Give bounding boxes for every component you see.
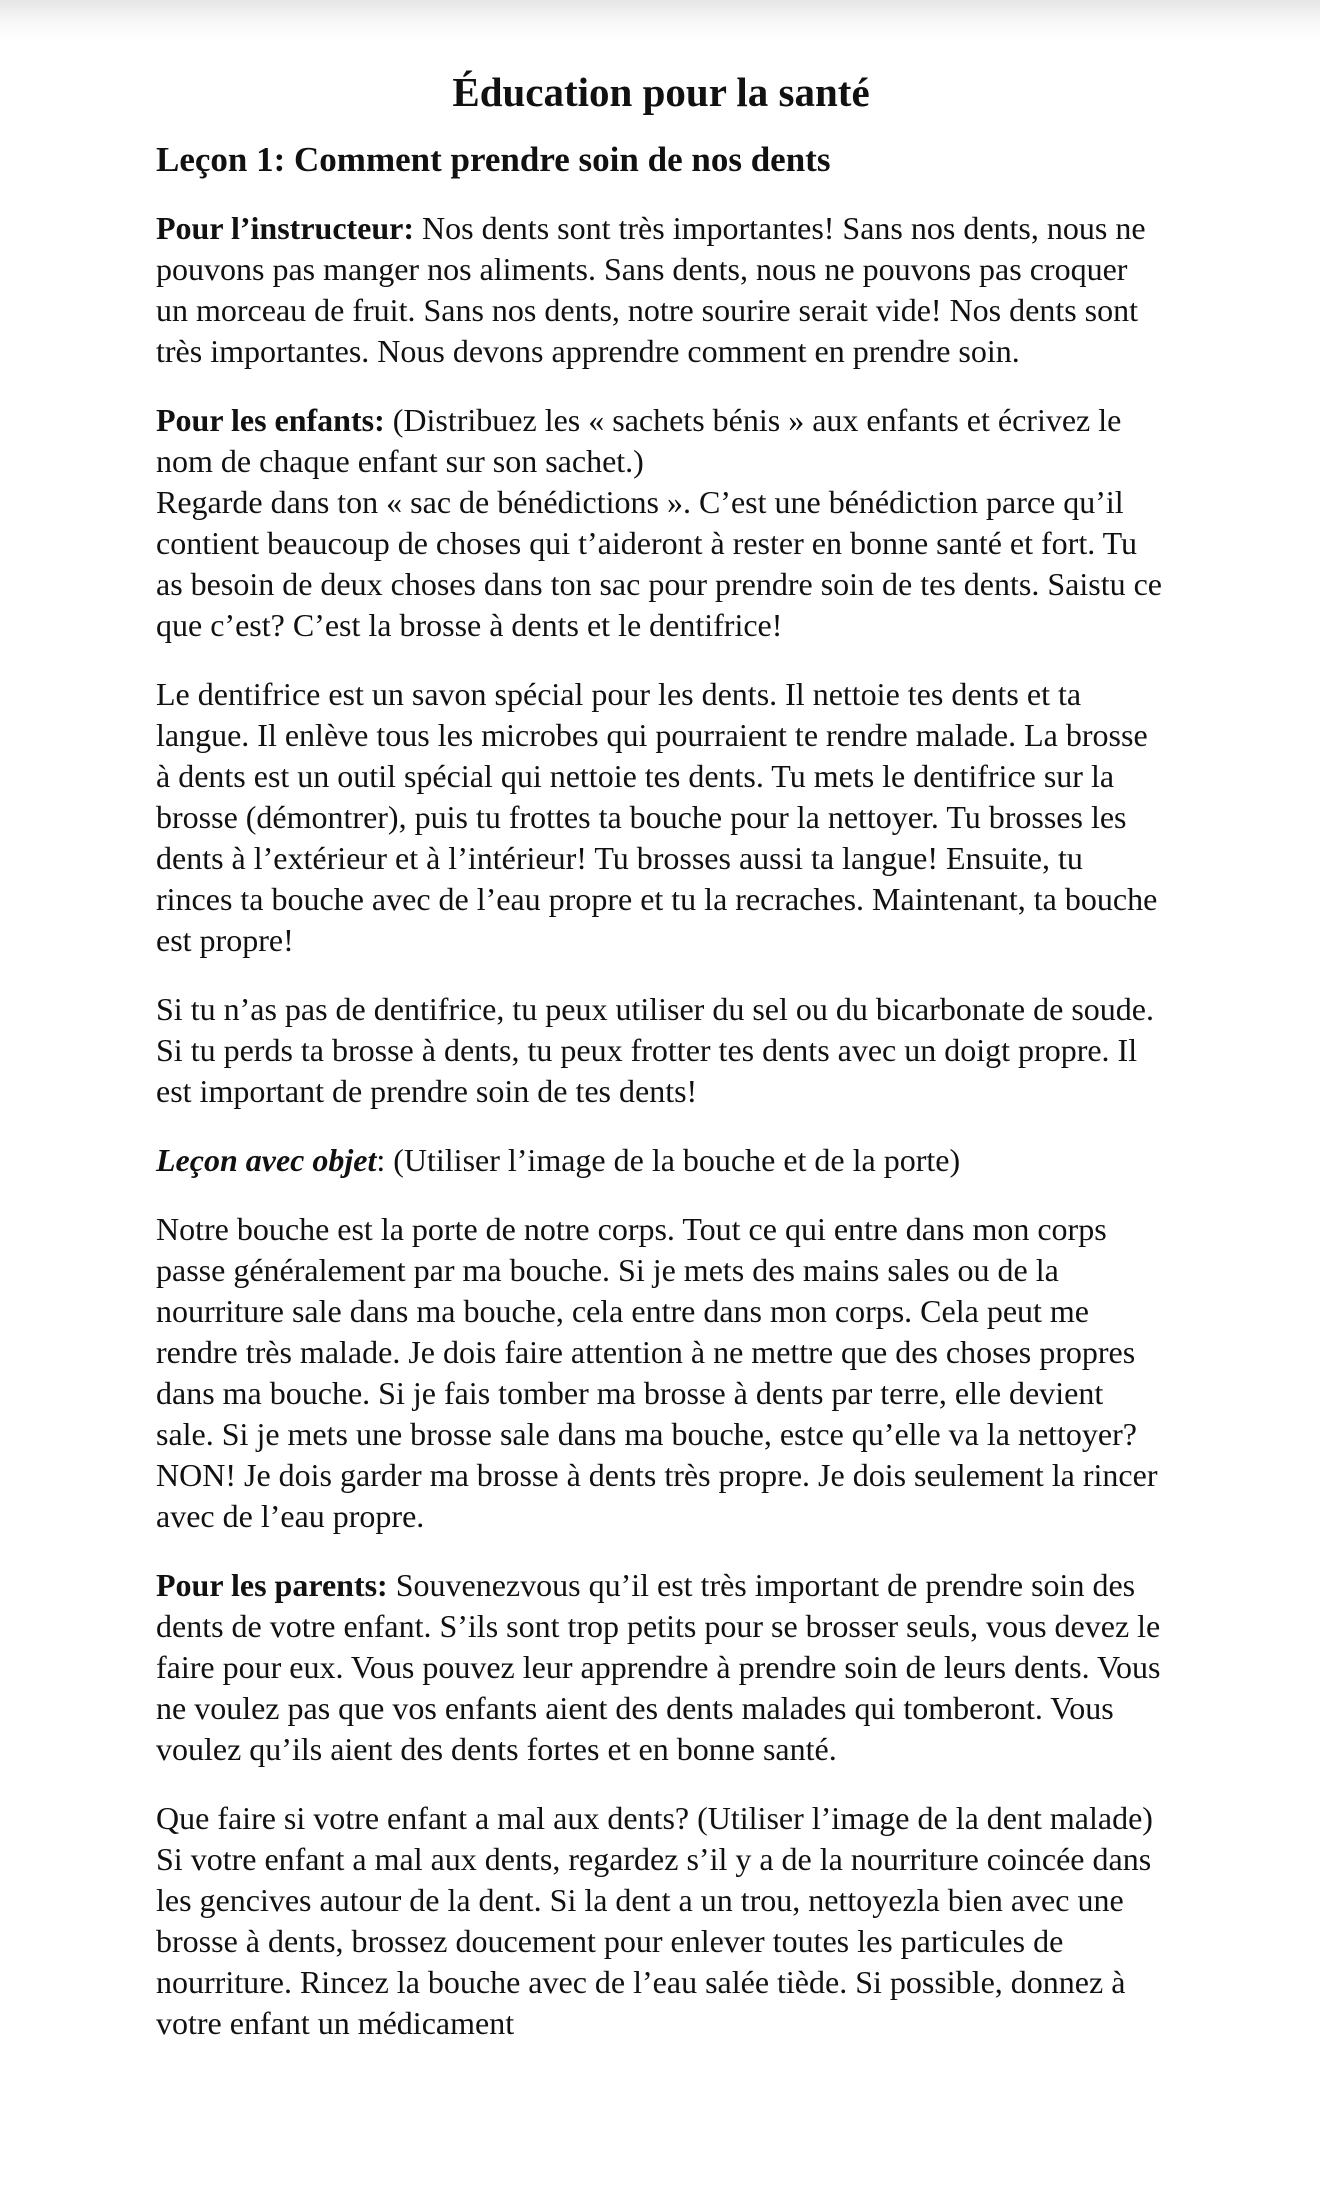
top-shadow — [0, 0, 1320, 40]
document-page — [156, 62, 1166, 2044]
lesson-title: Leçon 1: Comment prendre soin de nos dents — [156, 140, 831, 179]
object-lesson-text: : (Utiliser l’image de la bouche et de la porte) — [376, 1142, 961, 1178]
children-paragraph — [156, 400, 1166, 482]
no-toothpaste-paragraph: Si tu n’as pas de dentifrice, tu peux utiliser du sel ou du bicarbonate de soude. Si tu perds ta brosse à dents, tu peux frotter tes dents avec un doigt propre. Il est important de prendre soin de tes dents! — [156, 991, 1154, 1109]
toothache-paragraph: Si votre enfant a mal aux dents, regardez s’il y a de la nourriture coincée dans les gencives autour de la dent. Si la dent a un trou, nettoyezla bien avec une brosse à dents, brossez doucement pour enlever toutes les particules de nourriture. Rincez la bouche avec de l’eau salée tiède. Si possible, donnez à votre enfant un médicament — [156, 1841, 1152, 2041]
parents-label: Pour les parents: — [156, 1567, 388, 1603]
parents-paragraph — [156, 1565, 1166, 1770]
toothpaste-paragraph: Le dentifrice est un savon spécial pour les dents. Il nettoie tes dents et ta langue. Il enlève tous les microbes qui pourraient te rendre malade. La brosse à dents est un outil spécial qui nettoie tes dents. Tu mets le dentifrice sur la brosse (démontrer), puis tu frottes ta bouche pour la nettoyer. Tu brosses les dents à l’extérieur et à l’intérieur! Tu brosses aussi ta langue! Ensuite, tu rinces ta bouche avec de l’eau propre et tu la recraches. Maintenant, ta bouche est propre! — [156, 676, 1158, 958]
parents-text: Souvenezvous qu’il est très important de prendre soin des dents de votre enfant. S’ils sont trop petits pour se brosser seuls, vous devez le faire pour eux. Vous pouvez leur apprendre à prendre soin de leurs dents. Vous ne voulez pas que vos enfants aient des dents malades qui tomberont. Vous voulez qu’ils aient des dents fortes et en bonne santé. — [156, 1567, 1161, 1767]
children-text: (Distribuez les « sachets bénis » aux enfants et écrivez le nom de chaque enfant sur son sachet.) — [156, 402, 1122, 479]
instructor-text: Nos dents sont très importantes! Sans nos dents, nous ne pouvons pas manger nos aliments. Sans dents, nous ne pouvons pas croquer un morceau de fruit. Sans nos dents, notre sourire serait vide! Nos dents sont très importantes. Nous devons apprendre comment en prendre soin. — [156, 210, 1146, 369]
instructor-paragraph — [156, 208, 1166, 372]
object-lesson-label: Leçon avec objet — [156, 1142, 377, 1178]
instructor-label: Pour l’instructeur: — [156, 210, 415, 246]
children-label: Pour les enfants: — [156, 402, 385, 438]
object-lesson-paragraph — [156, 1140, 1166, 1181]
toothache-question: Que faire si votre enfant a mal aux dents? (Utiliser l’image de la dent malade) — [156, 1800, 1153, 1836]
children-bag-paragraph: Regarde dans ton « sac de bénédictions ». C’est une bénédiction parce qu’il contient beaucoup de choses qui t’aideront à rester en bonne santé et fort. Tu as besoin de deux choses dans ton sac pour prendre soin de tes dents. Saistu ce que c’est? C’est la brosse à dents et le dentifrice! — [156, 484, 1162, 643]
document-title: Éducation pour la santé — [452, 69, 870, 115]
mouth-door-paragraph: Notre bouche est la porte de notre corps. Tout ce qui entre dans mon corps passe généralement par ma bouche. Si je mets des mains sales ou de la nourriture sale dans ma bouche, cela entre dans mon corps. Cela peut me rendre très malade. Je dois faire attention à ne mettre que des choses propres dans ma bouche. Si je fais tomber ma brosse à dents par terre, elle devient sale. Si je mets une brosse sale dans ma bouche, estce qu’elle va la nettoyer? NON! Je dois garder ma brosse à dents très propre. Je dois seulement la rincer avec de l’eau propre. — [156, 1211, 1158, 1534]
